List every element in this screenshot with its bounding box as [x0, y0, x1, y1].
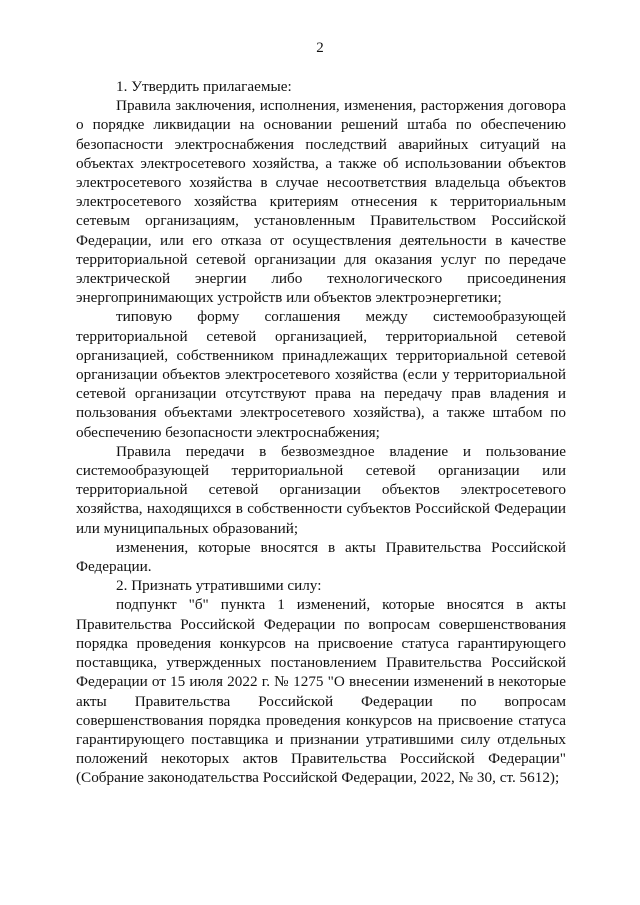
paragraph-item-1-heading: 1. Утвердить прилагаемые: [116, 78, 292, 95]
document-body [76, 77, 566, 788]
paragraph-standard-agreement: типовую форму соглашения между системообразующей территориальной сетевой организацией, территориальной сетевой организацией, собственником принадлежащих территориальной сетевой организации объектов электросетевого хозяйства (если у территориальной сетевой организации отсутствуют права на передачу прав владения и пользования объектами электросетевого хозяйства), а также штабом по обеспечению безопасности электроснабжения; [76, 308, 566, 441]
paragraph-item-2-heading: 2. Признать утратившими силу: [116, 577, 322, 595]
paragraph-rules-transfer: Правила передачи в безвозмездное владение и пользование системообразующей территориальной сетевой организации или территориальной сетевой организации объектов электросетевого хозяйства, находящихся в собственности субъектов Российской Федерации или муниципальных образований; [76, 442, 566, 537]
paragraph-rules-liquidation: Правила заключения, исполнения, изменения, расторжения договора о порядке ликвидации на основании решений штаба по обеспечению безопасности электроснабжения последствий аварийных ситуаций на объектах электросетевого хозяйства, а также об использовании объектов электросетевого хозяйства в случае несоответствия владельца объектов электросетевого хозяйства критериям отнесения к территориальным сетевым организациям, установленным Правительством Российской Федерации, или его отказа от осуществления деятельности в качестве территориальной сетевой организации для оказания услуг по передаче электрической энергии либо технологического присоединения энергопринимающих устройств или объектов электроэнергетики; [76, 97, 566, 307]
paragraph-amendments: изменения, которые вносятся в акты Правительства Российской Федерации. [76, 538, 566, 576]
page-number: 2 [316, 40, 324, 56]
paragraph-repealed-subitem: подпункт "б" пункта 1 изменений, которые вносятся в акты Правительства Российской Федерации по вопросам совершенствования порядка проведения конкурсов на присвоение статуса гарантирующего поставщика, утвержденных постановлением Правительства Российской Федерации от 15 июля 2022 г. № 1275 "О внесении изменений в некоторые акты Правительства Российской Федерации по вопросам совершенствования порядка проведения конкурсов на присвоение статуса гарантирующего поставщика и признании утратившими силу отдельных положений некоторых актов Правительства Российской Федерации" (Собрание законодательства Российской Федерации, 2022, № 30, ст. 5612); [76, 596, 566, 787]
